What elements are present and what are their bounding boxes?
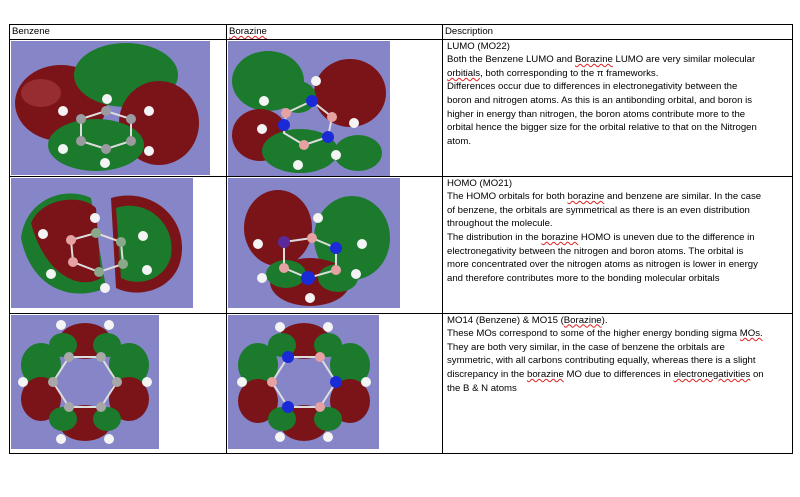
- borazine-lumo-cell: [227, 39, 443, 176]
- homo-line-1: The HOMO orbitals for both borazine and benzene are similar. In the case: [447, 191, 762, 203]
- benzene-homo-cell: [10, 176, 227, 313]
- homo-title: HOMO (MO21): [447, 177, 513, 189]
- mo-comparison-table: [9, 24, 793, 454]
- table-row-lumo: [10, 39, 793, 176]
- header-row: [10, 25, 793, 40]
- homo-line-5: electronegativity between the nitrogen and boron atoms. The orbital is: [447, 245, 744, 257]
- homo-line-4: The distribution in the borazine HOMO is uneven due to the difference in: [447, 231, 755, 243]
- mo14-line-5: the B & N atoms: [447, 382, 517, 394]
- lumo-line-2: orbitials, both corresponding to the π frameworks.: [447, 67, 659, 79]
- benzene-lumo-cell: [10, 39, 227, 176]
- borazine-lumo-image: [228, 41, 390, 177]
- lumo-line-4: boron and nitrogen atoms. As this is an antibonding orbital, and boron is: [447, 94, 753, 106]
- mo14-line-1: These MOs correspond to some of the higher energy bonding sigma MOs.: [447, 328, 763, 340]
- header-description: Description: [443, 25, 793, 40]
- lumo-line-6: orbital hence the bigger size for the orbital relative to that on the Nitrogen: [447, 122, 757, 134]
- lumo-line-7: atom.: [447, 135, 471, 147]
- mo14-line-4: discrepancy in the borazine MO due to differences in electronegativities on: [447, 368, 764, 380]
- benzene-mo14-cell: [10, 313, 227, 453]
- homo-line-7: and therefore contributes more to the bonding molecular orbitals: [447, 272, 720, 284]
- benzene-homo-image: [11, 178, 193, 308]
- mo14-line-3: symmetric, with all carbons contributing equally, whereas there is a slight: [447, 355, 756, 367]
- mo14-line-2: They are both very similar, in the case of benzene the orbitals are: [447, 341, 725, 353]
- mo14-title: MO14 (Benzene) & MO15 (Borazine).: [447, 314, 608, 326]
- homo-line-6: more concentrated over the nitrogen atoms as nitrogen is lower in energy: [447, 259, 758, 271]
- table-row-mo14-mo15: [10, 313, 793, 453]
- table-row-homo: [10, 176, 793, 313]
- header-benzene: Benzene: [10, 25, 227, 40]
- borazine-mo15-image: [228, 315, 379, 449]
- lumo-description: [443, 39, 793, 176]
- lumo-title: LUMO (MO22): [447, 40, 510, 52]
- homo-line-3: throughout the molecule.: [447, 218, 553, 230]
- homo-line-2: of benzene, the orbitals are symmetrical as there is an even distribution: [447, 204, 750, 216]
- lumo-line-1: Both the Benzene LUMO and Borazine LUMO are very similar molecular: [447, 54, 756, 66]
- borazine-mo15-cell: [227, 313, 443, 453]
- homo-description: [443, 176, 793, 313]
- header-borazine: Borazine: [227, 25, 443, 40]
- lumo-line-5: higher in energy than nitrogen, the boron atoms contribute more to the: [447, 108, 746, 120]
- benzene-lumo-image: [11, 41, 210, 175]
- benzene-mo14-image: [11, 315, 159, 449]
- mo14-description: [443, 313, 793, 453]
- lumo-line-3: Differences occur due to differences in electronegativity between the: [447, 81, 738, 93]
- borazine-homo-cell: [227, 176, 443, 313]
- borazine-homo-image: [228, 178, 400, 308]
